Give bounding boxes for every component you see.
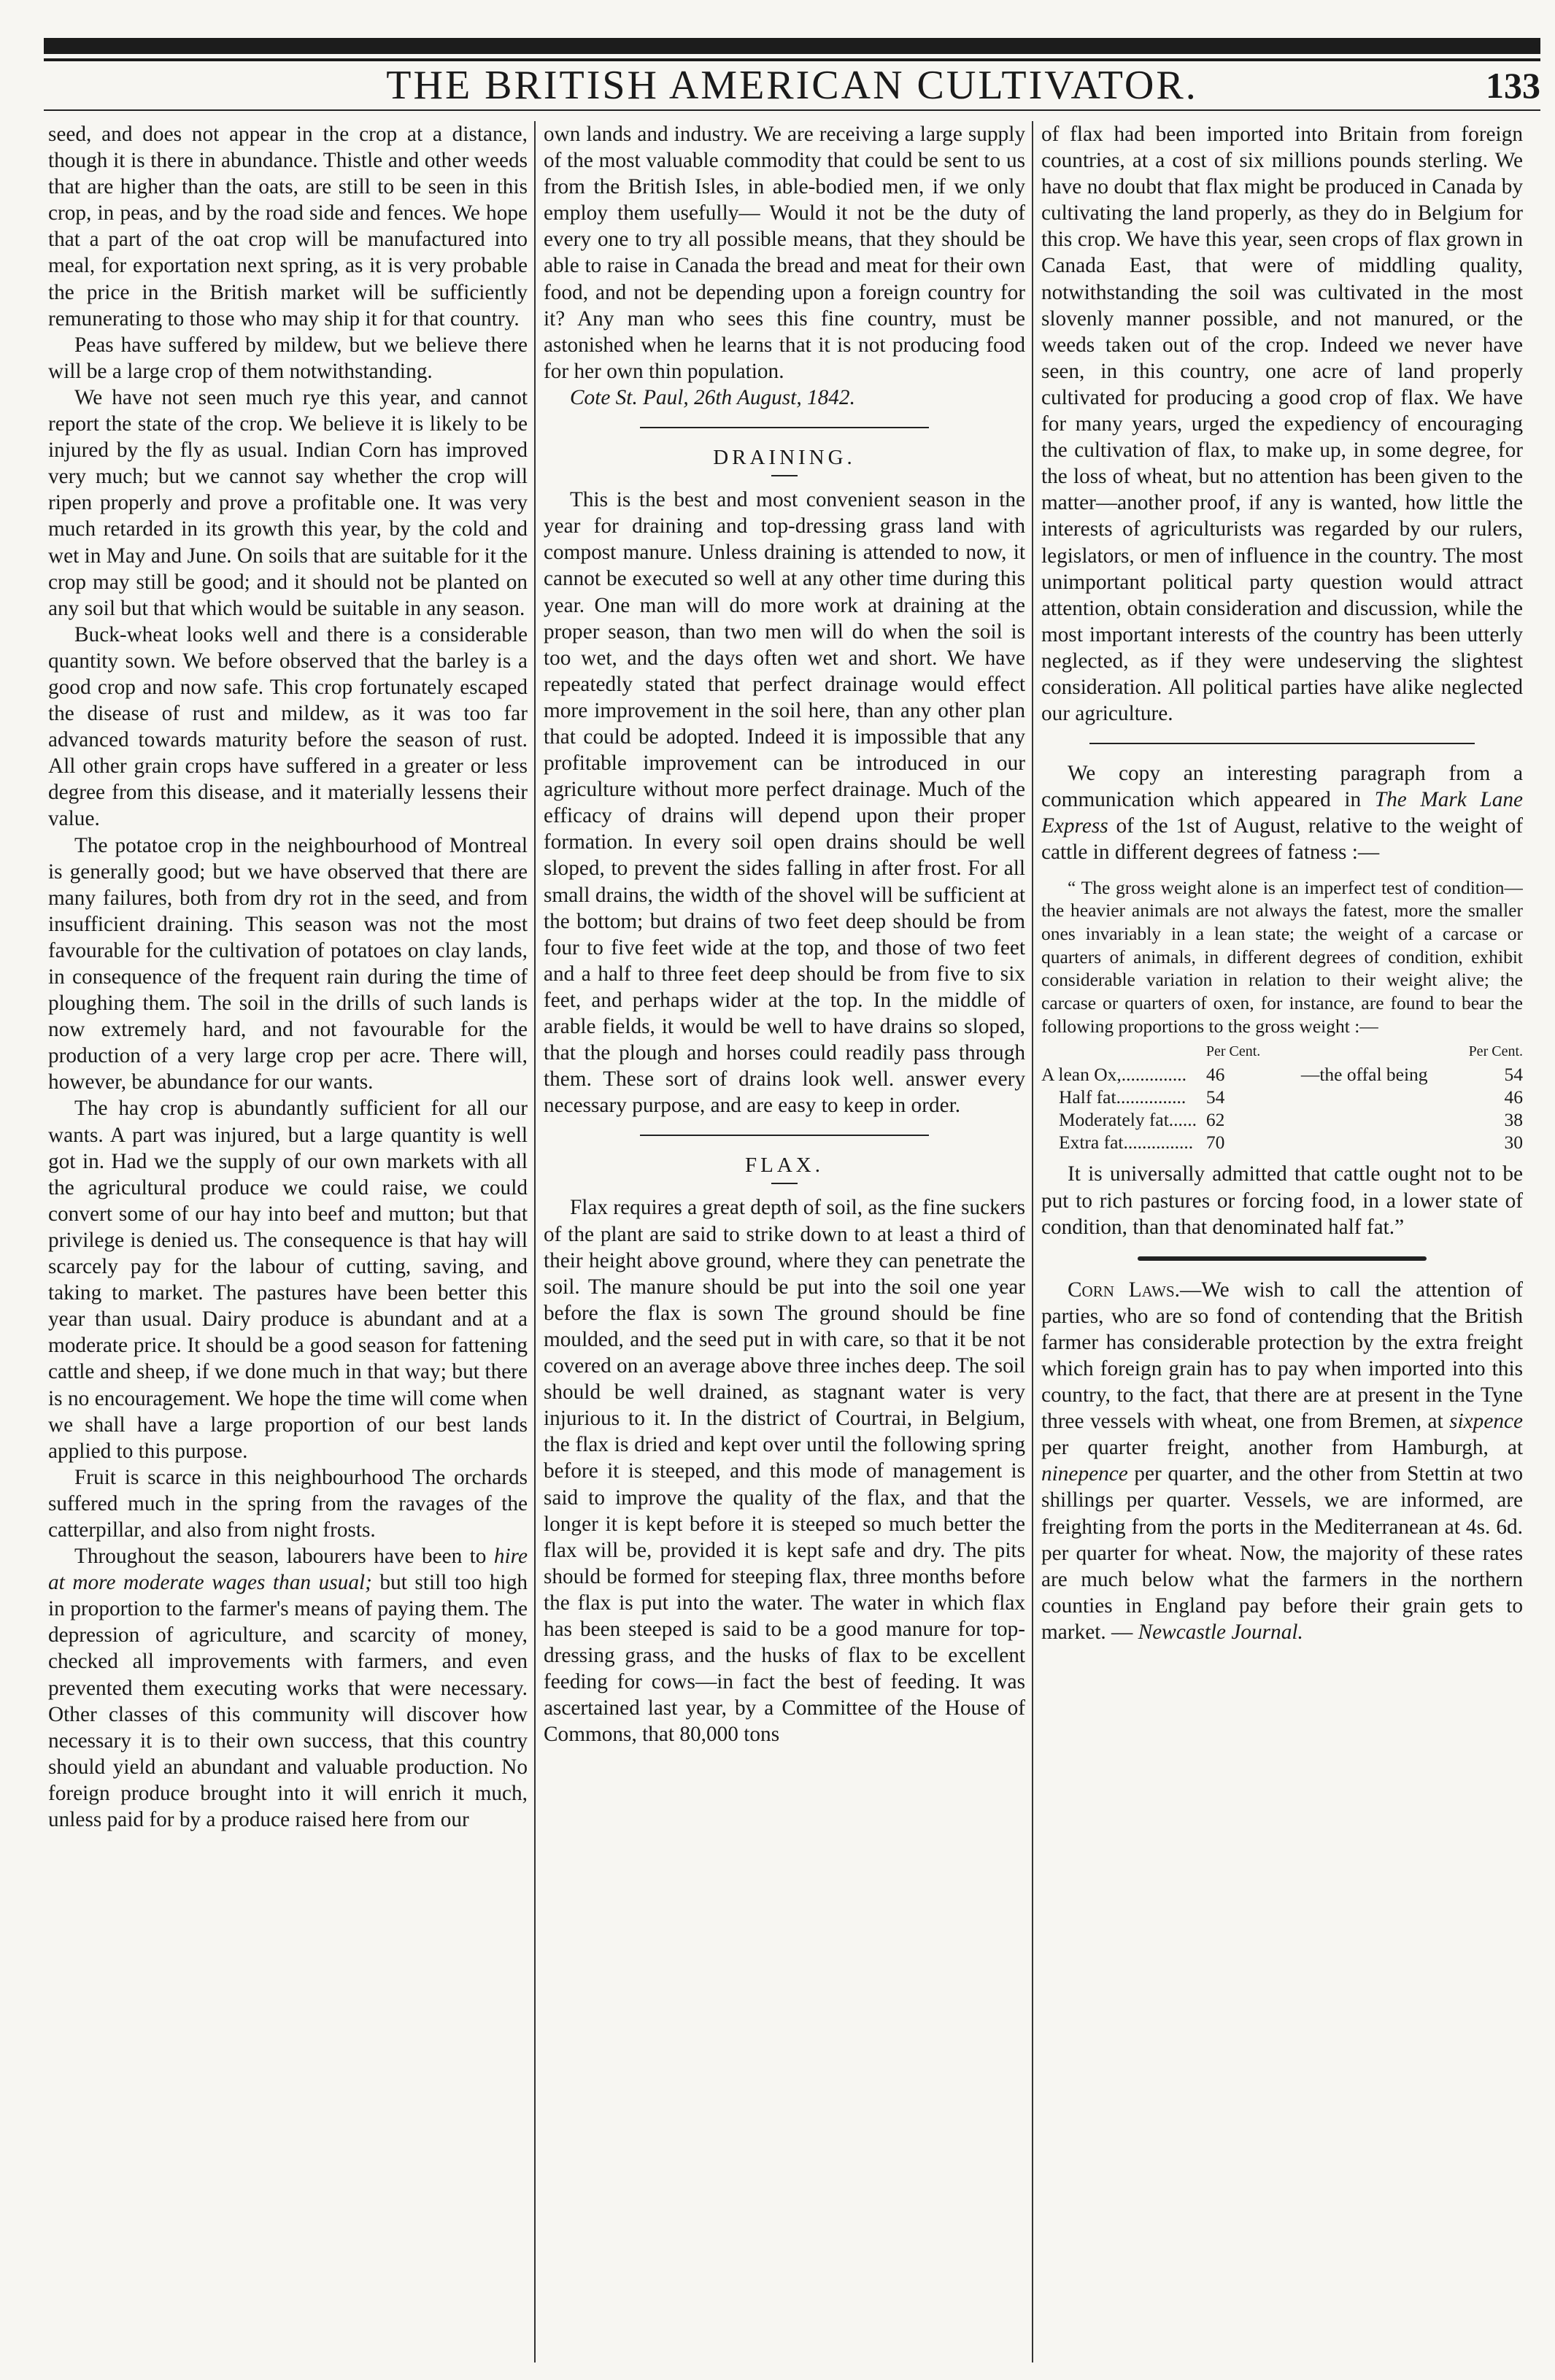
- table-cell: Half fat...............: [1059, 1086, 1186, 1108]
- text-run: but still too high in proportion to the farmer's means of paying them. The depression of agriculture, and scarcity of money, checked all improvements with farmers, and even prevented them executing works that were necessary. Other classes of this community will discover how necessary it is to their own success, that this country should yield an abundant and valuable production. No foreign produce brought into it will enrich it much, unless paid for by a produce raised here from our: [48, 1571, 528, 1831]
- table-cell: 54: [1205, 1086, 1225, 1108]
- section-heading-draining: DRAINING.: [713, 446, 856, 470]
- table-cell: [1301, 1086, 1435, 1108]
- section-separator: [640, 427, 929, 428]
- table-header: Per Cent.: [1468, 1043, 1523, 1060]
- table-cell: 46: [1205, 1064, 1225, 1086]
- masthead-top-bar: [44, 38, 1540, 54]
- text-run: Throughout the season, labourers have been to: [74, 1545, 494, 1569]
- text-run: per quarter freight, another from Hamburgh, at: [1041, 1436, 1523, 1460]
- masthead: [44, 63, 1540, 108]
- page-number: 133: [1486, 65, 1540, 106]
- text-run: per quarter, and the other from Stettin at two shillings per quarter. Vessels, we are informed, are freighting from the ports in the Mediterranean at 4s. 6d. per quarter for wheat. Now, the majority of these rates are much below what the farmers in the northern counties in England pay before their grain gets to market. —: [1041, 1462, 1523, 1644]
- table-cell: 46: [1504, 1086, 1523, 1108]
- italic-text: ninepence: [1041, 1462, 1128, 1486]
- table-cell: —the offal being: [1300, 1064, 1428, 1086]
- table-cell: A lean Ox,..............: [1041, 1064, 1187, 1086]
- paragraph: [1041, 1277, 1523, 1645]
- table-row: [1041, 1108, 1523, 1131]
- masthead-rule: [44, 109, 1540, 111]
- italic-text: The Mark Lane Express: [1041, 788, 1523, 838]
- table-cell: [1301, 1108, 1435, 1131]
- table-header: Per Cent.: [1205, 1043, 1261, 1060]
- section-separator: [640, 1135, 929, 1136]
- table-cell: 54: [1504, 1064, 1523, 1086]
- paragraph: [1041, 760, 1523, 865]
- paragraph: We have not seen much rye this year, and cannot report the state of the crop. We believe it is likely to be injured by the fly as usual. Indian Corn has improved very much; but we cannot say whether the crop will ripen properly and prove a profitable one. It was very much retarded in its growth this year, by the cold and wet in May and June. On soils that are suitable for it the crop may still be good; and it should not be planted on any soil but that which would be suitable in any season.: [48, 385, 528, 620]
- source-attribution: Newcastle Journal.: [1138, 1620, 1303, 1644]
- paragraph: seed, and does not appear in the crop at a distance, though it is there in abundance. Thistle and other weeds that are higher than the oats, are still to be seen in this crop, in peas, and by the road side and fences. We hope that a part of the oat crop will be manufactured into meal, for exportation next spring, as it is very probable the price in the British market will be sufficiently remunerating to those who may ship it for that country.: [48, 123, 528, 331]
- table-cell: 38: [1504, 1109, 1523, 1131]
- table-header-row: [1041, 1040, 1523, 1063]
- paragraph: The hay crop is abundantly sufficient for all our wants. A part was injured, but a large quantity is well got in. Had we the supply of our own markets with all the agricultural produce we could raise, we could convert some of our hay into beef and mutton; but that privilege is denied us. The consequence is that hay will scarcely pay for the labour of cutting, saving, and taking to market. The pastures have been better this year than usual. Dairy produce is abundant and at a moderate price. It should be a good season for fattening cattle and sheep, if we done much in that way; but there is no encouragement. We hope the time will come when we shall have a large proportion of our best lands applied to this purpose.: [48, 1097, 528, 1463]
- journal-title: THE BRITISH AMERICAN CULTIVATOR.: [386, 63, 1198, 108]
- paragraph: This is the best and most convenient season in the year for draining and top-dressing grass land with compost manure. Unless draining is attended to now, it cannot be executed so well at any other time during this year. One man will do more work at draining at the proper season, than two men will do when the soil is too wet, and the days often wet and short. We have repeatedly stated that perfect drainage would effect more improvement in the soil here, than any other plan that could be adopted. Indeed it is impossible that any profitable improvement can be introduced in our agriculture without more perfect drainage. Much of the efficacy of drains will depend upon their proper formation. In every soil open drains should be well sloped, to prevent the sides falling in after frost. For all small drains, the width of the shovel will be sufficient at the bottom; but drains of two feet deep should be from four to five feet wide at the top, and those of two feet and a half to three feet deep should be from five to six feet, and perhaps wider at the top. In the middle of arable fields, it would be well to have drains so sloped, that the plough and horses could readily pass through them. These sort of drains look well. answer every necessary purpose, and are easy to keep in order.: [544, 488, 1025, 1118]
- paragraph: [48, 1543, 528, 1833]
- italic-text: hire at more moderate wages than usual;: [48, 1545, 528, 1595]
- paragraph: own lands and industry. We are receiving a large supply of the most valuable commodity that could be sent to us from the British Isles, in able-bodied men, if we only employ them usefully— Would it not be the duty of every one to try all possible means, that they should be able to raise in Canada the bread and meat for their own food, and not be depending upon a foreign country for it? Any man who sees this fine country, must be astonished when he learns that it is not producing food for her own thin population.: [544, 123, 1025, 383]
- paragraph: Buck-wheat looks well and there is a considerable quantity sown. We before observed that the barley is a good crop and now safe. This crop fortunately escaped the disease of rust and mildew, as it was too far advanced towards maturity before the season of rust. All other grain crops have suffered in a greater or less degree from this disease, and it materially lessens their value.: [48, 622, 528, 831]
- column-1: [48, 121, 528, 2362]
- paragraph: of flax had been imported into Britain from foreign countries, at a cost of six millions pounds sterling. We have no doubt that flax might be produced in Canada by cultivating the land properly, as they do in Belgium for this crop. We have this year, seen crops of flax grown in Canada East, that were of middling quality, notwithstanding the soil was cultivated in the most slovenly manner possible, and not manured, or the weeds taken out of the crop. Indeed we never have seen, in this country, one acre of land properly cultivated for producing a good crop of flax. We have for many years, urged the expediency of encouraging the cultivation of flax, to make up, in some degree, for the loss of wheat, but no attention has been given to the matter—another proof, if any is wanted, how little the interests of agriculturists was regarded by our rulers, legislators, or men of influence in the country. The most unimportant political party question would attract attention, obtain consideration and discussion, while the most important interests of the country has been utterly neglected, as if they were undeserving the slightest consideration. All political parties have alike neglected our agriculture.: [1041, 123, 1523, 726]
- paragraph: The potatoe crop in the neighbourhood of Montreal is generally good; but we have observed that there are many failures, both from dry rot in the seed, and from insufficient draining. This season was not the most favourable for the cultivation of potatoes on clay lands, in consequence of the frequent rain during the time of ploughing them. The soil in the drills of such lands is now extremely hard, and not favourable for the production of a very large crop per acre. There will, however, be abundance for our wants.: [48, 833, 528, 1094]
- table-row: [1041, 1063, 1523, 1086]
- text-run: of the 1st of August, relative to the weight of cattle in different degrees of fatness :—: [1041, 814, 1523, 865]
- heading-dash: [771, 1183, 798, 1184]
- table-row: [1041, 1131, 1523, 1154]
- paragraph: It is universally admitted that cattle ought not to be put to rich pastures or forcing food, in a lower state of condition, than that denominated half fat.”: [1041, 1162, 1523, 1239]
- table-row: [1041, 1086, 1523, 1108]
- dateline: Cote St. Paul, 26th August, 1842.: [570, 385, 855, 409]
- italic-text: sixpence: [1449, 1410, 1523, 1434]
- paragraph: Fruit is scarce in this neighbourhood The orchards suffered much in the spring from the ravages of the catterpillar, and also from night frosts.: [48, 1465, 528, 1542]
- section-separator: [1138, 1256, 1427, 1261]
- paragraph: Flax requires a great depth of soil, as the fine suckers of the plant are said to strike down to at least a third of their height above ground, where they can penetrate the soil. The manure should be put into the soil one year before the flax is sown The ground should be fine moulded, and the seed put in with care, so that it be not covered on an average above three inches deep. The soil should be well drained, as stagnant water is very injurious to it. In the district of Courtrai, in Belgium, the flax is dried and kept over until the following spring before it is steeped, and this mode of management is said to improve the quality of the flax, and that the longer it is kept before it is steeped so much better the flax will be, provided it is kept safe and dry. The pits should be formed for steeping flax, three months before the flax is put into the water. The water in which flax has been steeped is said to be a good manure for top-dressing grass, and the husks of flax to be excellent feeding for cows—in fact the best of feeding. It was ascertained last year, by a Committee of the House of Commons, that 80,000 tons: [544, 1196, 1025, 1747]
- table-cell: 70: [1205, 1132, 1225, 1154]
- table-cell: 30: [1504, 1132, 1523, 1154]
- table-cell: Extra fat...............: [1059, 1132, 1194, 1154]
- text-run: —We wish to call the attention of parties, who are so fond of contending that the British farmer has considerable protection by the extra freight which foreign grain has to pay when imported into this country, to the fact, that there are at present in the Tyne three vessels with wheat, one from Bremen, at: [1041, 1278, 1523, 1434]
- heading-dash: [771, 475, 798, 476]
- column-2: [544, 121, 1025, 2362]
- section-heading-flax: FLAX.: [745, 1154, 824, 1178]
- text-run: We copy an interesting paragraph from a communication which appeared in: [1041, 762, 1523, 812]
- run-in-heading: Corn Laws.: [1068, 1278, 1180, 1302]
- column-rule: [534, 121, 536, 2362]
- quotation: “ The gross weight alone is an imperfect test of condition—the heavier animals are not always the fatest, more the smaller ones invariably in a lean state; the weight of a carcase or quarters of animals, in different degrees of condition, exhibit considerable variation in relation to their weight alive; the carcase or quarters of oxen, for instance, are found to bear the following proportions to the gross weight :—: [1041, 876, 1523, 1037]
- section-separator: [1089, 743, 1475, 744]
- column-rule: [1032, 121, 1033, 2362]
- weight-proportion-table: [1041, 1040, 1523, 1154]
- masthead-thin-rule: [44, 58, 1540, 61]
- table-cell: 62: [1205, 1109, 1225, 1131]
- table-cell: Moderately fat......: [1059, 1109, 1197, 1131]
- paragraph: Peas have suffered by mildew, but we believe there will be a large crop of them notwithstanding.: [48, 333, 528, 383]
- table-cell: [1301, 1131, 1435, 1154]
- column-3: [1041, 121, 1523, 2362]
